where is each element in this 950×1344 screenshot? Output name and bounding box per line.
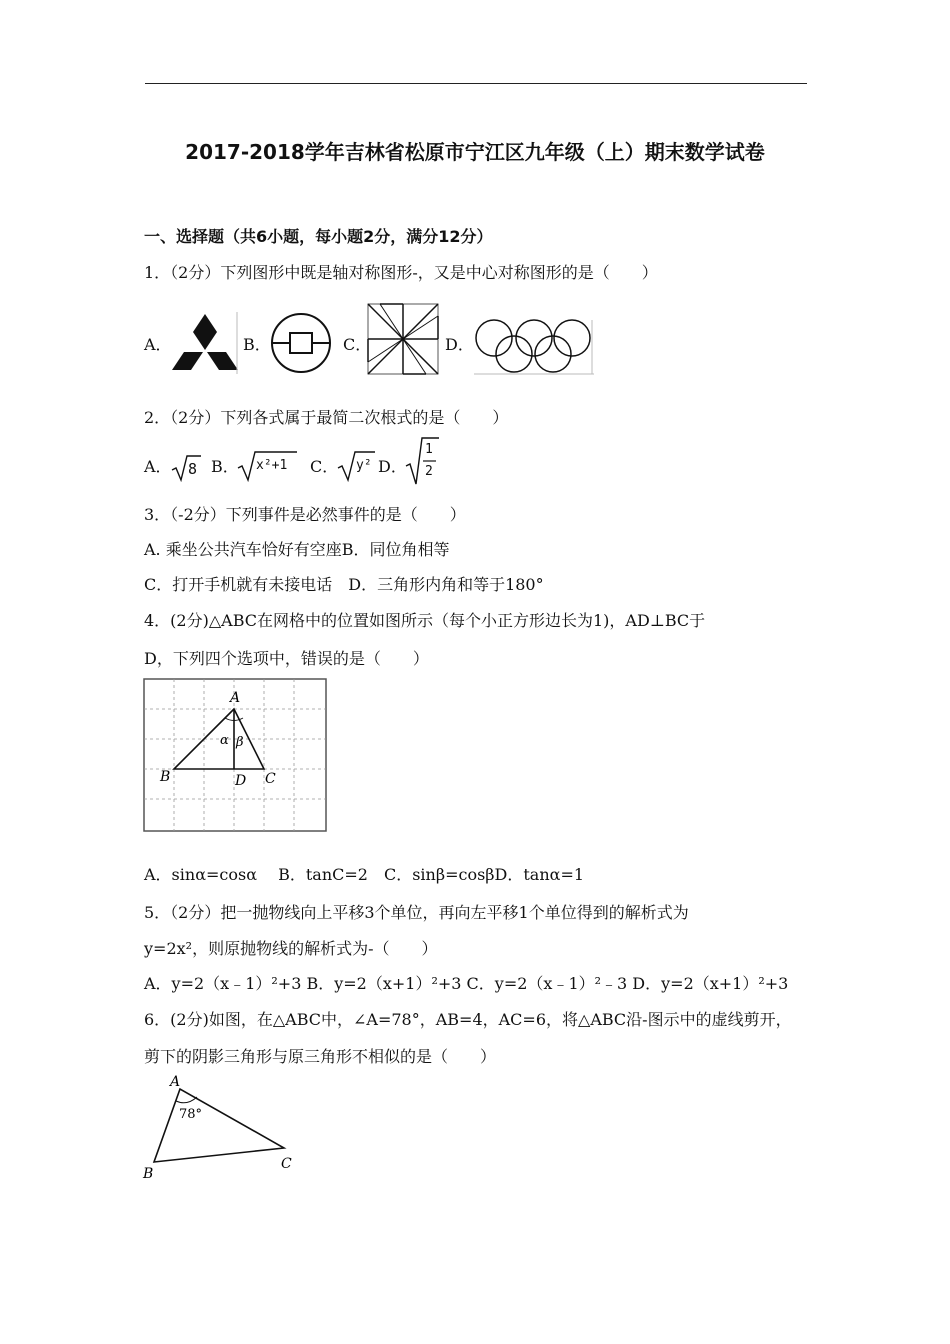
q6-triangle-figure: [142, 1072, 298, 1184]
radical-sign-icon: [170, 452, 202, 482]
q4-label-c: C: [265, 771, 276, 787]
q2-expr-c: [336, 448, 376, 482]
radical-sign-icon: [404, 436, 440, 486]
q2-a-radicand: 8: [188, 460, 198, 478]
q4-label-d: D: [235, 773, 247, 789]
q1-figure-d-rings: [472, 316, 596, 378]
q5-stem-line2: y=2x²，则原抛物线的解析式为-（ ）: [144, 939, 438, 958]
q4-label-b: B: [160, 769, 171, 785]
header-rule: [145, 83, 807, 84]
q4-label-a: A: [230, 690, 241, 706]
page-title: 2017-2018学年吉林省松原市宁江区九年级（上）期末数学试卷: [185, 140, 765, 164]
q1-figure-b-coin: [268, 310, 338, 376]
q1-stem: 1．（2分）下列图形中既是轴对称图形-，又是中心对称图形的是（ ）: [144, 263, 658, 282]
q1-option-a-label: A．: [144, 335, 172, 354]
q5-options: A．y=2（x﹣1）²+3 B．y=2（x+1）²+3 C．y=2（x﹣1）²﹣3 D．y=2（x+1）²+3: [144, 974, 789, 993]
q3-options-ab: A. 乘坐公共汽车恰好有空座B．同位角相等: [144, 540, 450, 559]
q1-figure-c-pinwheel: [366, 302, 440, 376]
q4-label-alpha: α: [220, 733, 229, 748]
q6-label-c: C: [281, 1156, 292, 1172]
q2-option-c-label: C．: [310, 457, 339, 476]
q2-d-numerator: 1: [425, 442, 433, 457]
q1-option-c-label: C．: [343, 335, 372, 354]
q4-label-beta: β: [236, 735, 244, 750]
q2-stem: 2．（2分）下列各式属于最简二次根式的是（ ）: [144, 408, 509, 427]
q4-stem-line1: 4．(2分)△ABC在网格中的位置如图所示（每个小正方形边长为1)，AD⊥BC于: [144, 611, 706, 630]
q2-option-a-label: A．: [144, 457, 172, 476]
q2-expr-a: [170, 452, 202, 482]
q4-stem-line2: D，下列四个选项中，错误的是（ ）: [144, 649, 429, 668]
q4-options: A．sinα=cosα B．tanC=2 C．sinβ=cosβD．tanα=1: [144, 865, 585, 884]
q2-b-radicand: x²+1: [256, 458, 288, 473]
q2-expr-d: [404, 436, 440, 486]
q6-label-b: B: [143, 1166, 154, 1182]
q3-stem: 3．（-2分）下列事件是必然事件的是（ ）: [144, 505, 466, 524]
q1-option-b-label: B．: [243, 335, 271, 354]
q6-stem-line1: 6．(2分)如图，在△ABC中，∠A=78°，AB=4，AC=6，将△ABC沿-图示中的虚线剪开，: [144, 1010, 792, 1029]
q6-stem-line2: 剪下的阴影三角形与原三角形不相似的是（ ）: [144, 1047, 497, 1066]
q2-c-radicand: y²: [356, 458, 372, 473]
q1-option-d-label: D．: [445, 335, 474, 354]
section-heading: 一、选择题（共6小题，每小题2分，满分12分）: [144, 227, 493, 246]
q2-option-b-label: B．: [211, 457, 239, 476]
q5-stem-line1: 5．（2分）把一抛物线向上平移3个单位，再向左平移1个单位得到的解析式为: [144, 903, 689, 922]
q4-grid-figure: [142, 677, 328, 833]
q6-angle-label: 78°: [179, 1107, 203, 1122]
q2-d-denominator: 2: [425, 464, 433, 479]
q1-figure-a-diamonds: [170, 310, 240, 376]
q2-expr-b: [236, 448, 298, 482]
q3-options-cd: C．打开手机就有未接电话 D．三角形内角和等于180°: [144, 575, 544, 594]
q6-label-a: A: [170, 1074, 181, 1090]
q2-option-d-label: D．: [378, 457, 407, 476]
